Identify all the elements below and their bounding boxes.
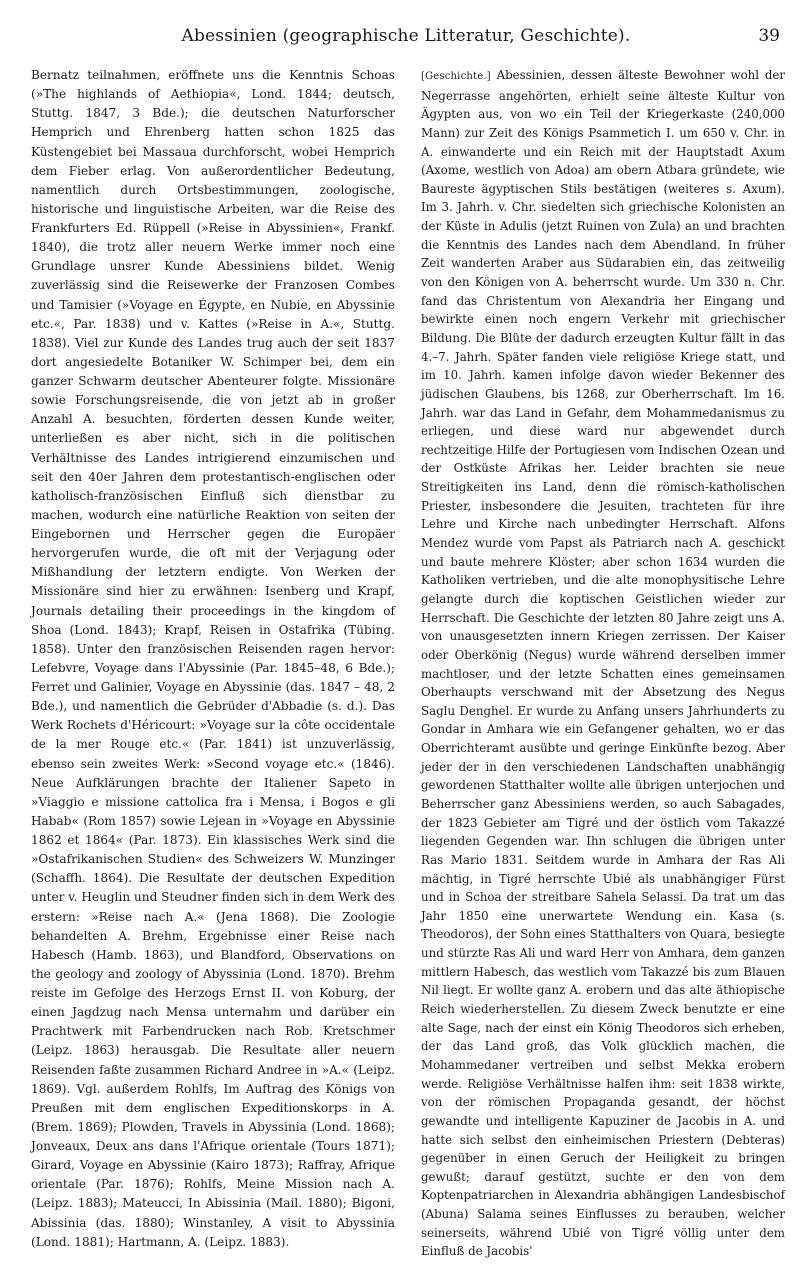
right-column bbox=[421, 66, 785, 1261]
left-column-text: Bernatz teilnahmen, eröffnete uns die Kenntnis Schoas (»The highlands of Aethiopia«, Lond. 1844; deutsch, Stuttg. 1847, 3 Bde.); die deutschen Naturforscher Hemprich und Ehrenberg hatten schon 1825 das Küstengebiet bei Massaua durchforscht, wobei Hemprich dem Fieber erlag. Von außerordentlicher Bedeutung, namentlich durch Ortsbestimmungen, zoologische, historische und linguistische Arbeiten, war die Reise des Frankfurters Ed. Rüppell (»Reise in Abyssinien«, Frankf. 1840), die trotz aller neuern Werke immer noch eine Grundlage unsrer Kunde Abessiniens bildet. Wenig zuverlässig sind die Reisewerke der Franzosen Combes und Tamisier (»Voyage en Égypte, en Nubie, en Abyssinie etc.«, Par. 1838) und v. Kattes (»Reise in A.«, Stuttg. 1838). Viel zur Kunde des Landes trug auch der seit 1837 dort angesiedelte Botaniker W. Schimper bei, dem ein ganzer Schwarm deutscher Abenteurer folgte. Missionäre sowie Forschungsreisende, die von jetzt ab in großer Anzahl A. besuchten, förderten dessen Kunde weiter, unterließen es aber nicht, sich in die politischen Verhältnisse des Landes intrigierend einzumischen und seit den 40er Jahren dem protestantisch-englischen oder katholisch-französischen Einfluß sich dienstbar zu machen, wodurch eine natürliche Reaktion von seiten der Eingebornen und Herrscher gegen die Europäer hervorgerufen wurde, die oft mit der Verjagung oder Mißhandlung der letztern endigte. Von Werken der Missionäre sind hier zu erwähnen: Isenberg und Krapf, Journals detailing their proceedings in the kingdom of Shoa (Lond. 1843); Krapf, Reisen in Ostafrika (Tübing. 1858). Unter den französischen Reisenden ragen hervor: Lefebvre, Voyage dans l'Abyssinie (Par. 1845–48, 6 Bde.); Ferret und Galinier, Voyage en Abyssinie (das. 1847 – 48, 2 Bde.), und namentlich die Gebrüder d'Abbadie (s. d.). Das Werk Rochets d'Héricourt: »Voyage sur la côte occidentale de la mer Rouge etc.« (Par. 1841) ist unzuverlässig, ebenso sein zweites Werk: »Second voyage etc.« (1846). Neue Aufklärungen brachte der Italiener Sapeto in »Viaggio e missione cattolica fra i Mensa, i Bogos e gli Habab« (Rom 1857) sowie Lejean in »Voyage en Abyssinie 1862 et 1864« (Par. 1873). Ein klassisches Werk sind die »Ostafrikanischen Studien« des Schweizers W. Munzinger (Schaffh. 1864). Die Resultate der deutschen Expedition unter v. Heuglin und Steudner finden sich in dem Werk des erstern: »Reise nach A.« (Jena 1868). Die Zoologie behandelten A. Brehm, Ergebnisse einer Reise nach Habesch (Hamb. 1863), und Blandford, Observations on the geology and zoology of Abyssinia (Lond. 1870). Brehm reiste im Gefolge des Herzogs Ernst II. von Koburg, der einen Jagdzug nach Mensa unternahm und darüber ein Prachtwerk mit Farbendrucken nach Rob. Kretschmer (Leipz. 1863) herausgab. Die Resultate aller neuern Reisenden faßte zusammen Richard Andree in »A.« (Leipz. 1869). Vgl. außerdem Rohlfs, Im Auftrag des Königs von Preußen mit dem englischen Expeditionskorps in A. (Brem. 1869); Plowden, Travels in Abyssinia (Lond. 1868); Jonveaux, Deux ans dans l'Afrique orientale (Tours 1871); Girard, Voyage en Abyssinie (Kairo 1873); Raffray, Afrique orientale (Par. 1876); Rohlfs, Meine Mission nach A. (Leipz. 1883); Mateucci, In Abissinia (Mail. 1880); Bigoni, Abissinia (das. 1880); Winstanley, A visit to Abyssinia (Lond. 1881); Hartmann, A. (Leipz. 1883). bbox=[31, 68, 395, 1249]
left-column bbox=[31, 66, 395, 1252]
section-label: [Geschichte.] bbox=[421, 71, 491, 82]
right-column-text: Abessinien, dessen älteste Bewohner wohl der Negerrasse angehörten, erhielt seine älteste Kultur von Ägypten aus, von wo ein Teil der Kriegerkaste (240,000 Mann) zur Zeit des Königs Psammetich I. um 650 v. Chr. in A. einwanderte und ein Reich mit der Hauptstadt Axum (Axome, westlich von Adoa) am obern Atbara gründete, wie Baureste ägyptischen Stils bestätigen (weiteres s. Axum). Im 3. Jahrh. v. Chr. siedelten sich griechische Kolonisten an der Küste in Adulis (jetzt Ruinen von Zula) an und brachten die Kenntnis des Landes nach dem Abendland. In früher Zeit wanderten Araber aus Südarabien ein, das zeitweilig von den Königen von A. beherrscht wurde. Um 330 n. Chr. fand das Christentum von Alexandria her Eingang und bewirkte einen noch engern Verkehr mit griechischer Bildung. Die Blüte der dadurch erzeugten Kultur fällt in das 4.–7. Jahrh. Später fanden viele religiöse Kriege statt, und im 10. Jahrh. kamen infolge davon wieder Bekenner des jüdischen Glaubens, bis 1268, zur Oberherrschaft. Im 16. Jahrh. war das Land in Gefahr, dem Mohammedanismus zu erliegen, und diese ward nur abgewendet durch rechtzeitige Hilfe der Portugiesen vom Indischen Ozean und der Ostküste Afrikas her. Leider brachten sie neue Streitigkeiten ins Land, denn die römisch-katholischen Priester, insbesondere die Jesuiten, trachteten für ihre Lehre und Kirche nach unbedingter Herrschaft. Alfons Mendez wurde vom Papst als Patriarch nach A. geschickt und baute mehrere Klöster; aber schon 1634 wurden die Katholiken vertrieben, und die alte monophysitische Lehre gelangte durch die koptischen Geistlichen wieder zur Herrschaft. Die Geschichte der letzten 80 Jahre zeigt uns A. von unausgesetzten innern Kriegen zerrissen. Der Kaiser oder Oberkönig (Negus) wurde während derselben immer machtloser, und der letzte Schatten eines gemeinsamen Oberhaupts verschwand mit der Absetzung des Negus Saglu Denghel. Er wurde zu Anfang unsers Jahrhunderts zu Gondar in Amhara wie ein Gefangener gehalten, wo er das Oberrichteramt ausübte und geringe Einkünfte bezog. Aber jeder der in den verschiedenen Landschaften unabhängig gewordenen Statthalter wollte alle übrigen unterjochen und Beherrscher ganz Abessiniens werden, so auch Sabagades, der 1823 Gebieter am Tigré und der östlich vom Takazzé liegenden Gegenden war. Ihn schlugen die übrigen unter Ras Mario 1831. Seitdem wurde in Amhara der Ras Ali mächtig, in Tigré herrschte Ubié als unabhängiger Fürst und in Schoa der streitbare Sahela Selassi. Da trat um das Jahr 1850 eine unerwartete Wendung ein. Kasa (s. Theodoros), der Sohn eines Statthalters von Quara, besiegte und stürzte Ras Ali und ward Herr von Amhara, dem ganzen mittlern Habesch, das westlich vom Takazzé bis zum Blauen Nil liegt. Er wollte ganz A. erobern und das alte äthiopische Reich wiederherstellen. Zu diesem Zweck benutzte er eine alte Sage, nach der einst ein König Theodoros sich erheben, der das Land groß, das Volk glücklich machen, die Mohammedaner vertreiben und selbst Mekka erobern werde. Religiöse Verhältnisse halfen ihm: seit 1838 wirkte, von der römischen Propaganda gesandt, der höchst gewandte und intelligente Kapuziner de Jacobis in A. und hatte sich selbst den einheimischen Priestern (Debteras) gegenüber in einen Geruch der Heiligkeit zu bringen gewußt; darauf gestützt, suchte er den von dem Koptenpatriarchen in Alexandria abhängigen Landesbischof (Abuna) Salama seines Einflusses zu berauben, welcher seinerseits, während Ubié von Tigré völlig unter dem Einfluß de Jacobis' bbox=[421, 68, 785, 1259]
running-title: Abessinien (geographische Litteratur, Geschichte). bbox=[181, 26, 631, 46]
page-number: 39 bbox=[758, 26, 780, 46]
page-header bbox=[32, 26, 780, 56]
right-column-paragraph bbox=[421, 66, 785, 1261]
